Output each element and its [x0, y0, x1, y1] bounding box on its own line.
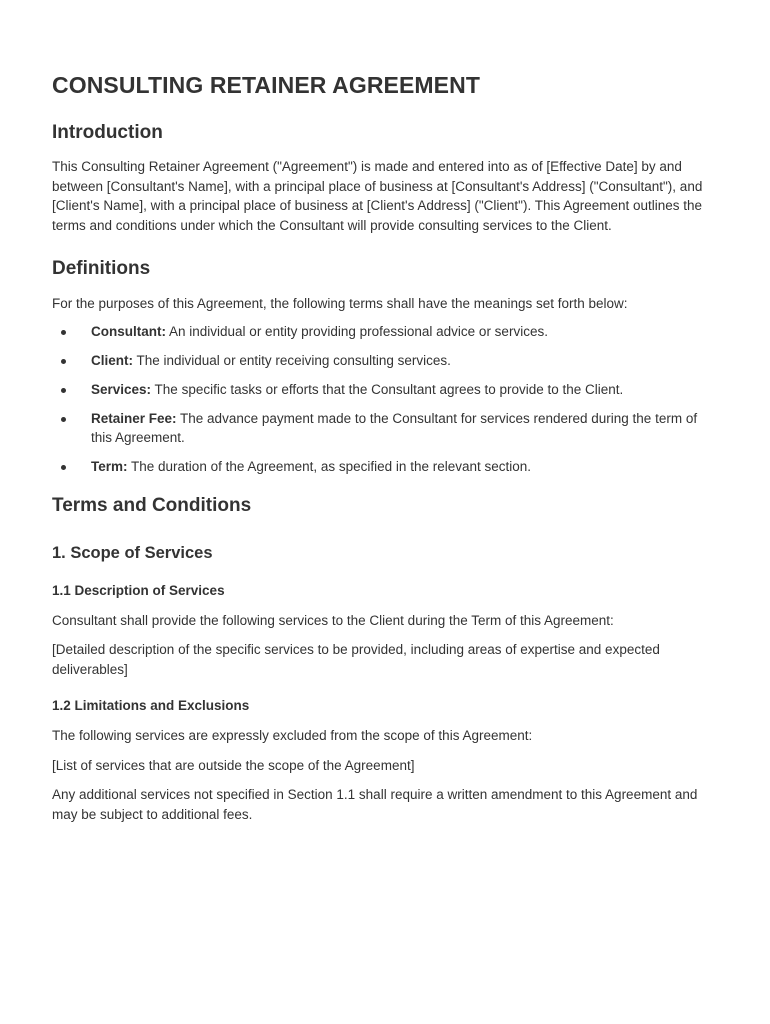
- introduction-heading: Introduction: [52, 122, 163, 143]
- definitions-list: [52, 322, 720, 477]
- terms-heading: Terms and Conditions: [52, 494, 252, 516]
- description-heading: 1.1 Description of Services: [52, 582, 225, 598]
- introduction-paragraph: This Consulting Retainer Agreement ("Agreement") is made and entered into as of [Effective Date] by and between [Consultant's Name], with a principal place of business at [Consultant's Address] ("Consultant"), and [Client's Name], with a principal place of business at [Client's Address] ("Client"). This Agreement outlines the terms and conditions under which the Consultant will provide consulting services to the Client.: [52, 159, 703, 233]
- bullet-icon: [61, 465, 66, 470]
- definitions-intro: For the purposes of this Agreement, the following terms shall have the meanings set forth below:: [52, 296, 628, 311]
- definition-term: Term:: [91, 459, 128, 474]
- description-paragraph: Consultant shall provide the following services to the Client during the Term of this Agreement:: [52, 612, 614, 628]
- limitations-heading: 1.2 Limitations and Exclusions: [52, 698, 250, 713]
- definitions-heading: Definitions: [52, 258, 151, 279]
- limitations-placeholder: [List of services that are outside the scope of the Agreement]: [52, 757, 415, 773]
- definition-text: The specific tasks or efforts that the Consultant agrees to provide to the Client.: [151, 381, 624, 397]
- limitations-additional: Any additional services not specified in Section 1.1 shall require a written amendment to this Agreement and may be subject to additional fees.: [52, 787, 698, 822]
- limitations-paragraph: The following services are expressly excluded from the scope of this Agreement:: [52, 728, 533, 743]
- scope-heading: 1. Scope of Services: [52, 543, 213, 562]
- definition-item-client: [52, 351, 720, 371]
- document-title: CONSULTING RETAINER AGREEMENT: [52, 72, 480, 98]
- definition-text: The individual or entity receiving consulting services.: [133, 352, 451, 368]
- bullet-icon: [61, 359, 66, 364]
- definition-term: Consultant:: [91, 323, 166, 339]
- definition-item-consultant: [52, 322, 720, 342]
- bullet-icon: [61, 330, 66, 335]
- description-placeholder: [Detailed description of the specific services to be provided, including areas of expertise and expected deliverables]: [52, 642, 660, 677]
- definition-text: The duration of the Agreement, as specified in the relevant section.: [127, 459, 532, 474]
- definition-item-services: [52, 380, 720, 400]
- definition-text: An individual or entity providing professional advice or services.: [166, 323, 548, 339]
- bullet-icon: [61, 417, 66, 422]
- definition-term: Retainer Fee:: [91, 410, 177, 426]
- definition-text: The advance payment made to the Consultant for services rendered during the term of this Agreement.: [91, 410, 698, 445]
- definition-term: Client:: [91, 352, 133, 368]
- bullet-icon: [61, 388, 66, 393]
- definition-item-term: [52, 457, 720, 477]
- definition-item-retainer-fee: [52, 409, 720, 448]
- definition-term: Services:: [91, 381, 152, 397]
